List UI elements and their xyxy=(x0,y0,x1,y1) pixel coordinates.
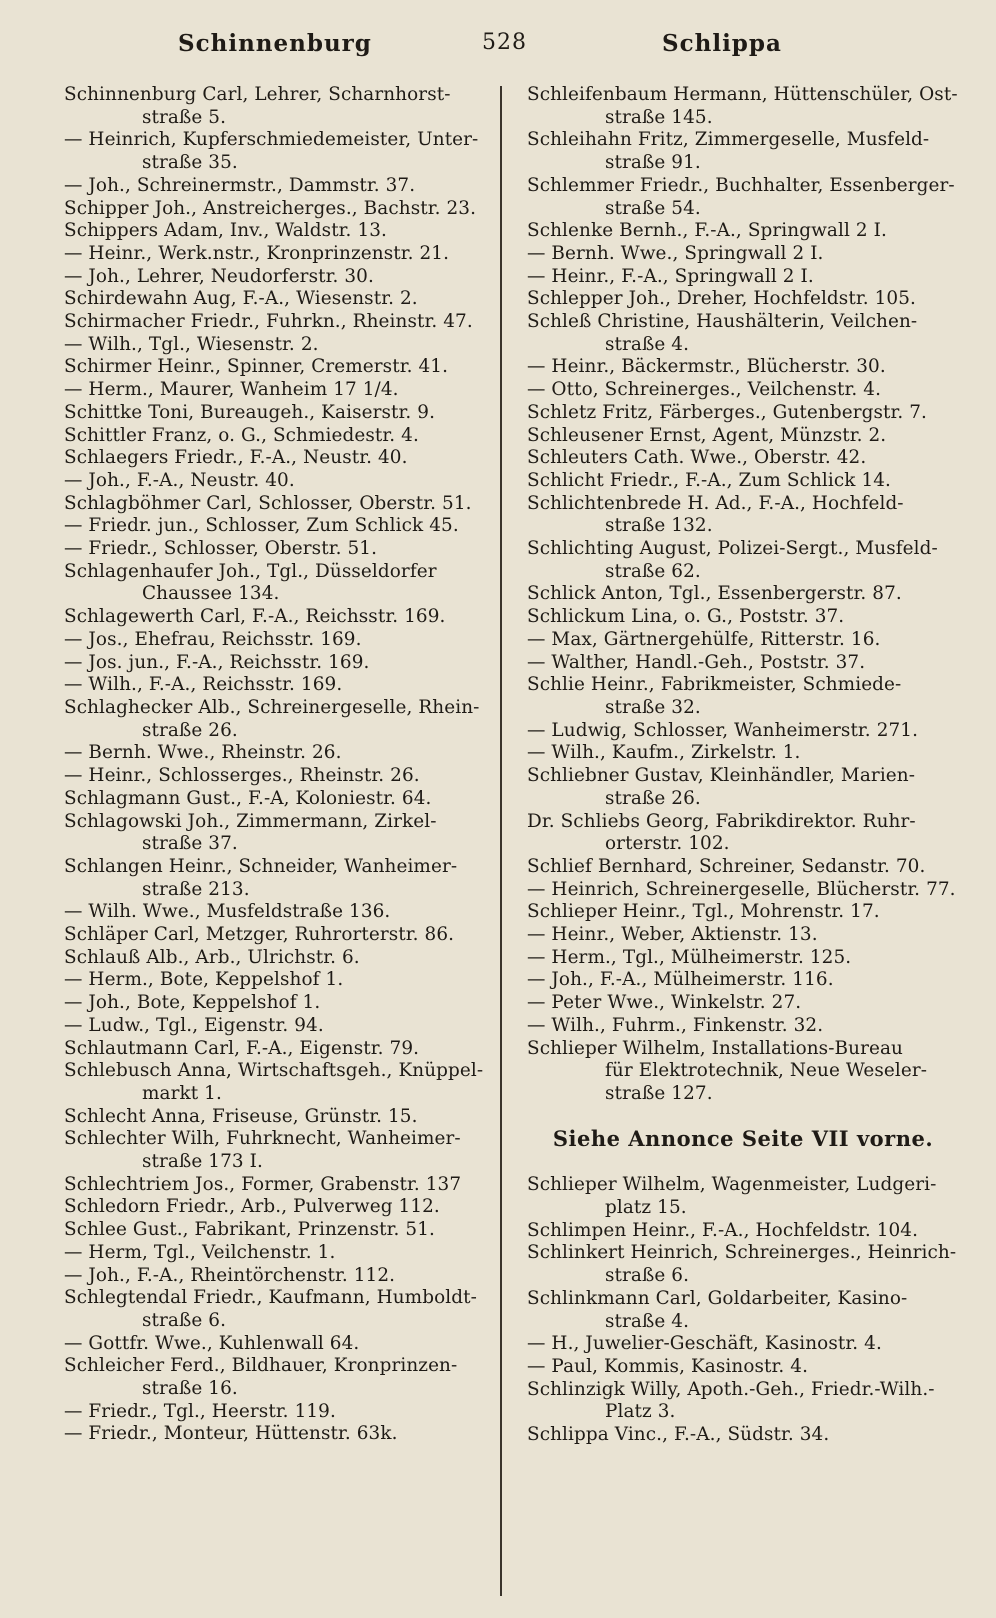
directory-entry xyxy=(527,765,959,810)
entry-line: Schlauß Alb., Arb., Ulrichstr. 6. xyxy=(64,946,360,968)
entry-line: Schlieper Wilhelm, Installations-Bureau xyxy=(527,1037,903,1059)
entry-line: — Heinrich, Schreinergeselle, Blücherstr. 77. xyxy=(527,878,956,900)
directory-entry xyxy=(527,1288,959,1333)
directory-entry xyxy=(527,175,959,220)
entry-line: Schlimpen Heinr., F.-A., Hochfeldstr. 104. xyxy=(527,1219,919,1241)
entry-line: Schlie Heinr., Fabrikmeister, Schmiede- xyxy=(527,674,902,696)
directory-entry xyxy=(64,788,496,811)
directory-entry xyxy=(527,1379,959,1424)
entry-line: Schleihahn Fritz, Zimmergeselle, Musfeld- xyxy=(527,129,930,151)
entry-continuation: straße 6. xyxy=(142,1309,227,1331)
annonce-notice: Siehe Annonce Seite VII vorne. xyxy=(552,1125,934,1151)
directory-entry xyxy=(64,1265,496,1288)
directory-entry xyxy=(64,515,496,538)
entry-line: Schlemmer Friedr., Buchhalter, Essenberger- xyxy=(527,174,955,196)
entry-line: — Otto, Schreinerges., Veilchenstr. 4. xyxy=(527,379,882,401)
directory-entry xyxy=(64,1015,496,1038)
entry-line: Schlebusch Anna, Wirtschaftsgeh., Knüppel- xyxy=(64,1060,484,1082)
entry-line: Schleicher Ferd., Bildhauer, Kronprinzen- xyxy=(64,1355,458,1377)
right-column xyxy=(527,84,959,1447)
entry-continuation: straße 26. xyxy=(605,787,701,809)
directory-entry xyxy=(527,1356,959,1379)
directory-entry xyxy=(527,924,959,947)
entry-line: — Wilh., F.-A., Reichsstr. 169. xyxy=(64,674,343,696)
entry-line: Schittke Toni, Bureaugeh., Kaiserstr. 9. xyxy=(64,401,436,423)
entry-line: Schleusener Ernst, Agent, Münzstr. 2. xyxy=(527,424,887,446)
directory-entry xyxy=(64,901,496,924)
entry-line: Schinnenburg Carl, Lehrer, Scharnhorst- xyxy=(64,84,451,105)
directory-entry xyxy=(527,84,959,129)
entry-line: Schlecht Anna, Friseuse, Grünstr. 15. xyxy=(64,1105,418,1127)
directory-entry xyxy=(527,674,959,719)
directory-entry xyxy=(64,1038,496,1061)
directory-entry xyxy=(527,652,959,675)
directory-entry xyxy=(527,1015,959,1038)
entry-line: — Wilh., Fuhrm., Finkenstr. 32. xyxy=(527,1014,824,1036)
directory-entry xyxy=(527,1242,959,1287)
directory-entry xyxy=(527,1174,959,1219)
entry-line: Schlinzigk Willy, Apoth.-Geh., Friedr.-Wilh.- xyxy=(527,1378,935,1400)
directory-entry xyxy=(64,198,496,221)
entry-continuation: straße 54. xyxy=(605,197,701,219)
directory-entry xyxy=(64,1355,496,1400)
directory-entry xyxy=(527,811,959,856)
directory-entry xyxy=(64,1174,496,1197)
entry-line: — Jos., Ehefrau, Reichsstr. 169. xyxy=(64,628,362,650)
entry-line: — Bernh. Wwe., Rheinstr. 26. xyxy=(64,742,342,764)
directory-entry xyxy=(64,765,496,788)
directory-entry xyxy=(527,606,959,629)
directory-entry xyxy=(527,470,959,493)
directory-entry xyxy=(527,629,959,652)
entry-line: — Bernh. Wwe., Springwall 2 I. xyxy=(527,242,824,264)
directory-entry xyxy=(64,992,496,1015)
directory-entry xyxy=(64,1333,496,1356)
directory-entry xyxy=(64,924,496,947)
directory-entry xyxy=(64,493,496,516)
directory-entry xyxy=(64,674,496,697)
directory-entry xyxy=(527,879,959,902)
entry-line: Schlagowski Joh., Zimmermann, Zirkel- xyxy=(64,810,437,832)
entry-line: — Joh., F.-A., Neustr. 40. xyxy=(64,469,295,491)
entry-line: Schlangen Heinr., Schneider, Wanheimer- xyxy=(64,855,458,877)
directory-entry xyxy=(64,243,496,266)
entry-continuation: straße 26. xyxy=(142,719,238,741)
entry-line: — Heinr., Bäckermstr., Blücherstr. 30. xyxy=(527,356,886,378)
directory-entry xyxy=(64,1423,496,1446)
entry-line: — Herm, Tgl., Veilchenstr. 1. xyxy=(64,1241,336,1263)
entry-line: Schleuters Cath. Wwe., Oberstr. 42. xyxy=(527,447,867,469)
directory-entry xyxy=(527,1333,959,1356)
directory-entry xyxy=(64,129,496,174)
entry-line: — Joh., Schreinermstr., Dammstr. 37. xyxy=(64,174,416,196)
directory-entry xyxy=(64,1401,496,1424)
directory-entry xyxy=(527,538,959,583)
entry-line: Schirmacher Friedr., Fuhrkn., Rheinstr. 47. xyxy=(64,311,473,333)
entry-line: — Friedr., Monteur, Hüttenstr. 63k. xyxy=(64,1423,398,1445)
entry-line: Schletz Fritz, Färberges., Gutenbergstr. 7. xyxy=(527,401,927,423)
directory-entry xyxy=(64,811,496,856)
directory-entry xyxy=(527,583,959,606)
entry-line: — Herm., Bote, Keppelshof 1. xyxy=(64,969,344,991)
entry-line: — Joh., Bote, Keppelshof 1. xyxy=(64,992,321,1014)
entry-line: Schlagböhmer Carl, Schlosser, Oberstr. 51. xyxy=(64,492,472,514)
entry-line: — Heinr., F.-A., Springwall 2 I. xyxy=(527,265,814,287)
directory-entry xyxy=(527,129,959,174)
entry-line: Schipper Joh., Anstreicherges., Bachstr. 23. xyxy=(64,197,477,219)
directory-entry xyxy=(527,969,959,992)
directory-entry xyxy=(527,1038,959,1106)
directory-entry xyxy=(64,379,496,402)
directory-entry xyxy=(64,356,496,379)
entry-line: Schlichtenbrede H. Ad., F.-A., Hochfeld- xyxy=(527,492,904,514)
entry-line: — Herm., Maurer, Wanheim 17 1/4. xyxy=(64,379,399,401)
entry-line: — Peter Wwe., Winkelstr. 27. xyxy=(527,992,802,1014)
entry-line: Schläper Carl, Metzger, Ruhrorterstr. 86. xyxy=(64,924,455,946)
entry-continuation: für Elektrotechnik, Neue Weseler- xyxy=(605,1060,928,1082)
directory-entry xyxy=(527,992,959,1015)
directory-entry xyxy=(527,402,959,425)
entry-line: Schleß Christine, Haushälterin, Veilchen- xyxy=(527,311,918,333)
directory-entry xyxy=(64,1128,496,1173)
entry-continuation: markt 1. xyxy=(142,1082,222,1104)
entry-line: — H., Juwelier-Geschäft, Kasinostr. 4. xyxy=(527,1333,882,1355)
directory-entry xyxy=(64,84,496,129)
entry-line: — Paul, Kommis, Kasinostr. 4. xyxy=(527,1355,809,1377)
entry-line: Schlagmann Gust., F.-A, Koloniestr. 64. xyxy=(64,787,432,809)
entry-line: Schlagewerth Carl, F.-A., Reichsstr. 169. xyxy=(64,606,446,628)
directory-entry xyxy=(527,720,959,743)
directory-entry xyxy=(527,447,959,470)
directory-entry xyxy=(64,447,496,470)
directory-entry xyxy=(64,1060,496,1105)
entry-continuation: straße 4. xyxy=(605,333,690,355)
entry-line: — Jos. jun., F.-A., Reichsstr. 169. xyxy=(64,651,370,673)
entry-line: Schlippa Vinc., F.-A., Südstr. 34. xyxy=(527,1424,830,1446)
directory-entry xyxy=(64,1287,496,1332)
directory-entry xyxy=(527,379,959,402)
entry-line: — Friedr., Tgl., Heerstr. 119. xyxy=(64,1400,336,1422)
entry-line: — Wilh., Kaufm., Zirkelstr. 1. xyxy=(527,742,801,764)
entry-continuation: straße 62. xyxy=(605,560,701,582)
directory-entry xyxy=(64,629,496,652)
entry-line: Schlenke Bernh., F.-A., Springwall 2 I. xyxy=(527,220,887,242)
entry-continuation: straße 35. xyxy=(142,152,238,174)
header-right-keyword: Schlippa xyxy=(662,30,782,57)
column-divider xyxy=(500,86,502,1596)
directory-entry xyxy=(64,1106,496,1129)
entry-continuation: Platz 3. xyxy=(605,1401,676,1423)
directory-entry xyxy=(64,175,496,198)
directory-entry xyxy=(527,356,959,379)
entry-continuation: straße 16. xyxy=(142,1378,238,1400)
directory-entry xyxy=(527,266,959,289)
directory-entry xyxy=(64,402,496,425)
entry-line: Schirdewahn Aug, F.-A., Wiesenstr. 2. xyxy=(64,288,418,310)
entry-line: — Joh., Lehrer, Neudorferstr. 30. xyxy=(64,265,374,287)
directory-entry xyxy=(64,697,496,742)
directory-entry xyxy=(527,493,959,538)
entry-line: — Joh., F.-A., Mülheimerstr. 116. xyxy=(527,969,834,991)
directory-entry xyxy=(64,1219,496,1242)
entry-continuation: straße 173 I. xyxy=(142,1151,263,1173)
entry-line: — Wilh., Tgl., Wiesenstr. 2. xyxy=(64,333,319,355)
directory-entry xyxy=(64,856,496,901)
entry-line: Schlegtendal Friedr., Kaufmann, Humboldt- xyxy=(64,1287,477,1309)
entry-line: Schlautmann Carl, F.-A., Eigenstr. 79. xyxy=(64,1037,420,1059)
entry-line: Schlieper Heinr., Tgl., Mohrenstr. 17. xyxy=(527,901,880,923)
entry-continuation: straße 127. xyxy=(605,1082,713,1104)
entry-continuation: straße 37. xyxy=(142,833,238,855)
header-left-keyword: Schinnenburg xyxy=(178,30,372,57)
entry-line: Schlinkmann Carl, Goldarbeiter, Kasino- xyxy=(527,1287,908,1309)
entry-line: Schlickum Lina, o. G., Poststr. 37. xyxy=(527,606,845,628)
directory-entry xyxy=(64,561,496,606)
entry-continuation: straße 5. xyxy=(142,106,227,128)
page-number: 528 xyxy=(482,30,527,55)
entry-line: Schlechter Wilh, Fuhrknecht, Wanheimer- xyxy=(64,1128,461,1150)
directory-entry xyxy=(64,311,496,334)
directory-entry xyxy=(64,606,496,629)
directory-entry xyxy=(64,288,496,311)
directory-entry xyxy=(527,243,959,266)
directory-entry xyxy=(64,947,496,970)
entry-line: — Heinr., Schlosserges., Rheinstr. 26. xyxy=(64,765,420,787)
directory-entry xyxy=(527,425,959,448)
entry-line: Schleifenbaum Hermann, Hüttenschüler, Ost- xyxy=(527,84,958,105)
entry-line: — Heinrich, Kupferschmiedemeister, Unter- xyxy=(64,129,479,151)
entry-line: Schlee Gust., Fabrikant, Prinzenstr. 51. xyxy=(64,1219,435,1241)
entry-line: Dr. Schliebs Georg, Fabrikdirektor. Ruhr- xyxy=(527,810,916,832)
entry-line: Schlieper Wilhelm, Wagenmeister, Ludgeri- xyxy=(527,1174,937,1196)
entry-line: Schledorn Friedr., Arb., Pulverweg 112. xyxy=(64,1196,440,1218)
right-column-top xyxy=(527,84,959,1106)
entry-continuation: straße 91. xyxy=(605,152,701,174)
page-header xyxy=(0,30,996,66)
directory-entry xyxy=(64,266,496,289)
entry-line: — Joh., F.-A., Rheintörchenstr. 112. xyxy=(64,1264,396,1286)
directory-entry xyxy=(64,220,496,243)
entry-line: — Wilh. Wwe., Musfeldstraße 136. xyxy=(64,901,391,923)
entry-line: Schlechtriem Jos., Former, Grabenstr. 137 xyxy=(64,1173,462,1195)
entry-line: — Ludwig, Schlosser, Wanheimerstr. 271. xyxy=(527,719,919,741)
entry-line: Schittler Franz, o. G., Schmiedestr. 4. xyxy=(64,424,419,446)
directory-entry xyxy=(527,1220,959,1243)
left-column xyxy=(64,84,496,1446)
entry-line: — Gottfr. Wwe., Kuhlenwall 64. xyxy=(64,1332,360,1354)
entry-continuation: straße 213. xyxy=(142,878,250,900)
entry-line: Schlief Bernhard, Schreiner, Sedanstr. 70. xyxy=(527,855,926,877)
directory-entry xyxy=(527,742,959,765)
entry-line: — Herm., Tgl., Mülheimerstr. 125. xyxy=(527,946,852,968)
entry-line: Schlinkert Heinrich, Schreinerges., Heinrich- xyxy=(527,1242,957,1264)
directory-entry xyxy=(64,652,496,675)
entry-line: Schlicht Friedr., F.-A., Zum Schlick 14. xyxy=(527,469,892,491)
directory-entry xyxy=(527,901,959,924)
entry-line: Schliebner Gustav, Kleinhändler, Marien- xyxy=(527,765,916,787)
entry-line: Schippers Adam, Inv., Waldstr. 13. xyxy=(64,220,387,242)
directory-entry xyxy=(527,220,959,243)
entry-line: Schlagenhaufer Joh., Tgl., Düsseldorfer xyxy=(64,560,437,582)
entry-continuation: straße 132. xyxy=(605,515,713,537)
entry-line: — Heinr., Weber, Aktienstr. 13. xyxy=(527,924,818,946)
entry-line: — Friedr., Schlosser, Oberstr. 51. xyxy=(64,538,378,560)
directory-entry xyxy=(64,742,496,765)
entry-continuation: platz 15. xyxy=(605,1197,687,1219)
directory-entry xyxy=(527,311,959,356)
entry-line: Schlick Anton, Tgl., Essenbergerstr. 87. xyxy=(527,583,902,605)
directory-entry xyxy=(64,425,496,448)
directory-entry xyxy=(64,538,496,561)
directory-entry xyxy=(527,1424,959,1447)
entry-continuation: straße 6. xyxy=(605,1265,690,1287)
directory-entry xyxy=(527,947,959,970)
entry-continuation: orterstr. 102. xyxy=(605,833,730,855)
entry-line: Schlepper Joh., Dreher, Hochfeldstr. 105. xyxy=(527,288,916,310)
directory-entry xyxy=(64,1242,496,1265)
right-column-bottom xyxy=(527,1174,959,1446)
entry-continuation: straße 4. xyxy=(605,1310,690,1332)
entry-line: Schlaegers Friedr., F.-A., Neustr. 40. xyxy=(64,447,408,469)
directory-entry xyxy=(527,288,959,311)
entry-continuation: straße 32. xyxy=(605,696,701,718)
entry-line: — Ludw., Tgl., Eigenstr. 94. xyxy=(64,1014,324,1036)
entry-line: — Heinr., Werk.nstr., Kronprinzenstr. 21. xyxy=(64,242,450,264)
entry-line: Schlichting August, Polizei-Sergt., Musfeld- xyxy=(527,538,938,560)
entry-line: Schirmer Heinr., Spinner, Cremerstr. 41. xyxy=(64,356,449,378)
directory-entry xyxy=(64,470,496,493)
entry-continuation: straße 145. xyxy=(605,106,713,128)
directory-entry xyxy=(64,969,496,992)
directory-entry xyxy=(527,856,959,879)
entry-line: Schlaghecker Alb., Schreinergeselle, Rhein- xyxy=(64,696,480,718)
entry-continuation: Chaussee 134. xyxy=(142,583,280,605)
entry-line: — Max, Gärtnergehülfe, Ritterstr. 16. xyxy=(527,628,881,650)
entry-line: — Friedr. jun., Schlosser, Zum Schlick 45. xyxy=(64,515,459,537)
directory-entry xyxy=(64,334,496,357)
entry-line: — Walther, Handl.-Geh., Poststr. 37. xyxy=(527,651,866,673)
directory-entry xyxy=(64,1196,496,1219)
